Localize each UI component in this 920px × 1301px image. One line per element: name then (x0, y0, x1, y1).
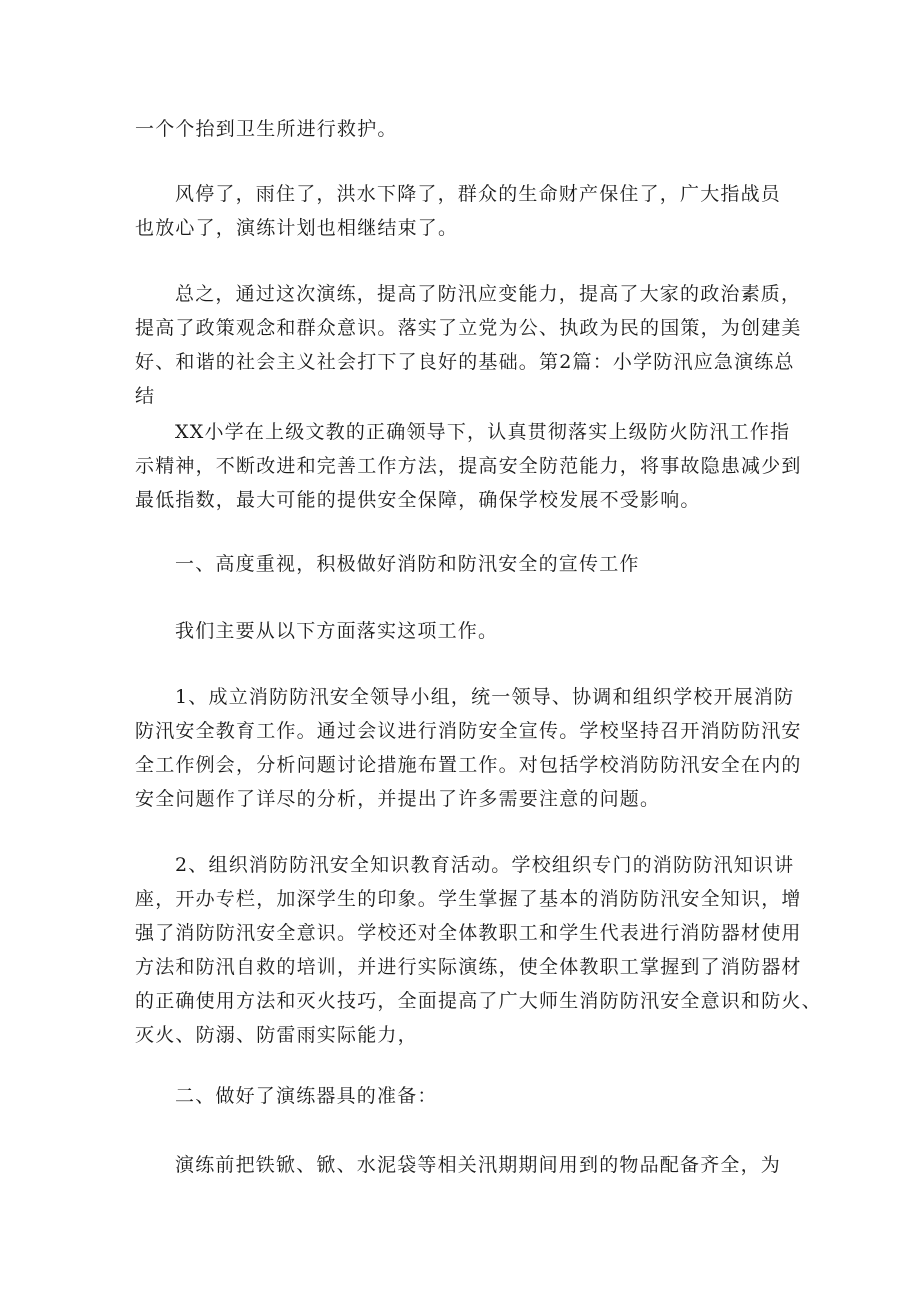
text-line: 座，开办专栏，加深学生的印象。学生掌握了基本的消防防汛安全知识，增 (135, 888, 802, 910)
paragraph-7 (135, 848, 822, 1052)
text-line: 风停了，雨住了，洪水下降了，群众的生命财产保住了，广大指战员 (175, 183, 782, 205)
paragraph-5 (135, 614, 795, 648)
paragraph-8 (135, 1148, 795, 1182)
text-line: 提高了政策观念和群众意识。落实了立党为公、执政为民的国策，为创建美 (135, 317, 802, 339)
text-line: 方法和防汛自救的培训，并进行实际演练，使全体教职工掌握到了消防器材 (135, 956, 802, 978)
section-heading-2 (135, 1079, 795, 1113)
text-line: 好、和谐的社会主义社会打下了良好的基础。第2篇：小学防汛应急演练总 (135, 351, 795, 373)
paragraph-1 (135, 112, 795, 146)
text-line: 一、高度重视，积极做好消防和防汛安全的宣传工作 (175, 553, 640, 575)
section-heading-1 (135, 547, 795, 581)
text-line: XX小学在上级文教的正确领导下，认真贯彻落实上级防火防汛工作指 (175, 421, 791, 443)
text-line: 2、组织消防防汛安全知识教育活动。学校组织专门的消防防汛知识讲 (175, 854, 795, 876)
text-line: 二、做好了演练器具的准备： (175, 1085, 438, 1107)
text-line: 的正确使用方法和灭火技巧，全面提高了广大师生消防防汛安全意识和防火、 (135, 990, 822, 1012)
text-line: 我们主要从以下方面落实这项工作。 (175, 620, 499, 642)
text-line: 全工作例会，分析问题讨论措施布置工作。对包括学校消防防汛安全在内的 (135, 754, 802, 776)
text-line: 结 (135, 385, 156, 407)
paragraph-6 (135, 680, 802, 816)
text-line: 演练前把铁锨、锨、水泥袋等相关汛期期间用到的物品配备齐全，为 (175, 1154, 782, 1176)
text-line: 一个个抬到卫生所进行救护。 (135, 118, 398, 140)
text-line: 1、成立消防防汛安全领导小组，统一领导、协调和组织学校开展消防 (175, 686, 795, 708)
text-line: 总之，通过这次演练，提高了防汛应变能力，提高了大家的政治素质， (175, 283, 802, 305)
text-line: 灭火、防溺、防雷雨实际能力， (135, 1024, 418, 1046)
paragraph-4 (135, 415, 802, 517)
paragraph-2 (135, 177, 795, 245)
text-line: 最低指数，最大可能的提供安全保障，确保学校发展不受影响。 (135, 489, 701, 511)
text-line: 强了消防防汛安全意识。学校还对全体教职工和学生代表进行消防器材使用 (135, 922, 802, 944)
text-line: 安全问题作了详尽的分析，并提出了许多需要注意的问题。 (135, 788, 661, 810)
paragraph-3 (135, 277, 802, 413)
text-line: 防汛安全教育工作。通过会议进行消防安全宣传。学校坚持召开消防防汛安 (135, 720, 802, 742)
text-line: 也放心了，演练计划也相继结束了。 (135, 217, 459, 239)
text-line: 示精神，不断改进和完善工作方法，提高安全防范能力，将事故隐患减少到 (135, 455, 802, 477)
